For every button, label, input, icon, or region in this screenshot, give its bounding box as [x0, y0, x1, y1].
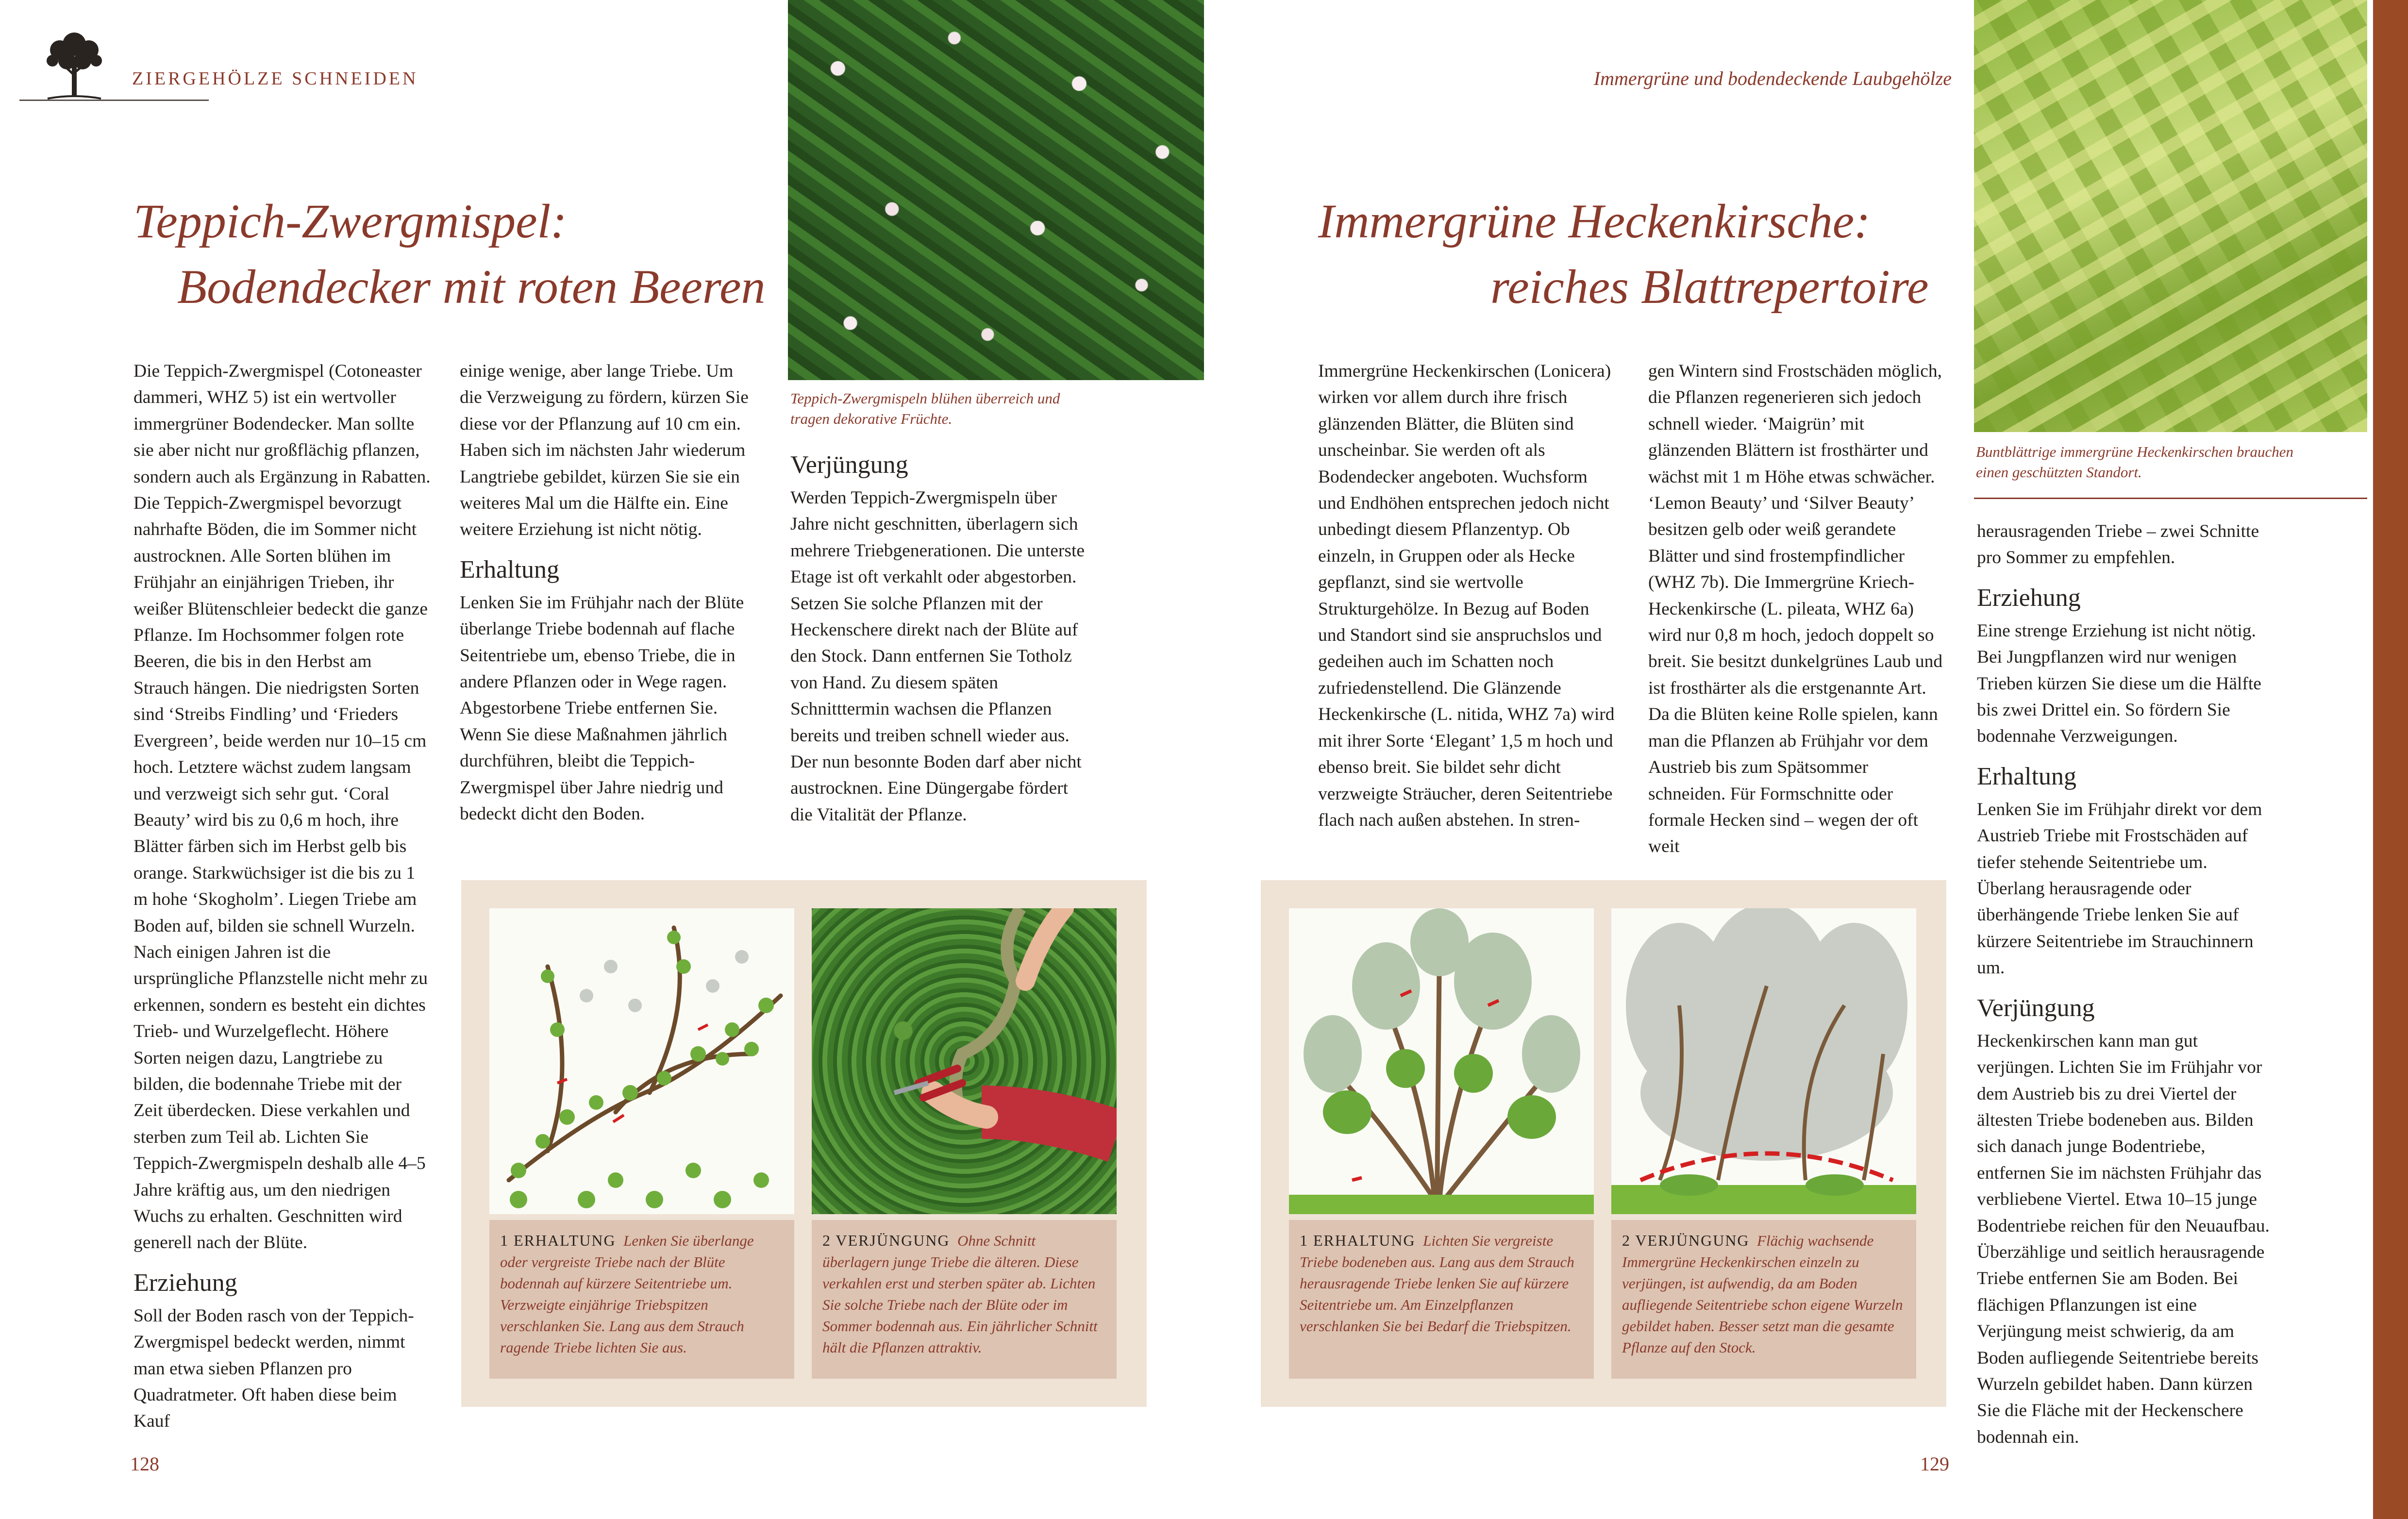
- caption-rule: [1974, 498, 2367, 499]
- intro-continued: gen Wintern sind Frostschäden möglich, die Pflanzen regenerieren sich jedoch schnell wieder. ‘Maigrün’ mit glänzenden Blättern ist frosthärter und wächst mit 1 m Höhe etwas schwächer. ‘Lemon Beauty’ und ‘Silver Beauty’ besitzen gelb oder weiß gerandete Blätter und sind frostempfindlicher (WHZ 7b). Die Immergrüne Kriech-Heckenkirsche (L. pileata, WHZ 6a) wird nur 0,8 m hoch, jedoch doppelt so breit. Sie besitzt dunkelgrünes Laub und ist frosthärter als die erstgenannte Art. Da die Blüten keine Rolle spielen, kann man die Pflanzen ab Frühjahr vor dem Austrieb bis zum Spätsommer schneiden. Für Formschnitte oder formale Hecken sind – wegen der oft weit: [1648, 361, 1943, 857]
- erhaltung-paragraph: Lenken Sie im Frühjahr nach der Blüte überlange Triebe bodennah auf flache Seitentriebe um, ebenso Triebe, die in andere Pflanzen oder in Wege ragen. Abgestorbene Triebe entfernen Sie. Wenn Sie diese Maßnahmen jährlich durchführen, bleibt die Teppich-Zwergmispel über Jahre niedrig und bedeckt dicht den Boden.: [460, 592, 744, 824]
- intro-paragraph: Immergrüne Heckenkirschen (Lonicera) wirken vor allem durch ihre frisch glänzenden Blätter, die Blüten sind unscheinbar. Sie werden oft als Bodendecker angeboten. Wuchsform und Endhöhen entsprechen jedoch nicht unbedingt diesem Pflanzentyp. Ob einzeln, in Gruppen oder als Hecke gepflanzt, sind sie wertvolle Strukturgehölze. In Bezug auf Boden und Standort sind sie anspruchslos und gedeihen auch im Schatten noch zufriedenstellend. Die Glänzende Heckenkirsche (L. nitida, WHZ 7a) wird mit ihrer Sorte ‘Elegant’ 1,5 m hoch und ebenso breit. Sie bildet sehr dicht verzweigte Sträucher, deren Seitentriebe flach nach außen abstehen. In stren-: [1318, 361, 1615, 830]
- photo-caption: Teppich-Zwergmispeln blühen überreich und tragen dekorative Früchte.: [790, 390, 1060, 427]
- heading-erziehung: Erziehung: [1977, 584, 2081, 612]
- intro-paragraph: Die Teppich-Zwergmispel (Cotoneaster dammeri, WHZ 5) ist ein wertvoller immergrüner Bodendecker. Man sollte sie aber nicht nur großflächig pflanzen, sondern auch als Ergänzung in Rabatten. Die Teppich-Zwergmispel bevorzugt nahrhafte Böden, die im Sommer nicht austrocknen. Alle Sorten blühen im Frühjahr an einjährigen Trieben, ihr weißer Blütenschleier bedeckt die ganze Pflanze. Im Hochsommer folgen rote Beeren, die bis in den Herbst am Strauch hängen. Die niedrigsten Sorten sind ‘Streibs Findling’ und ‘Frieders Evergreen’, beide werden nur 10–15 cm hoch. Letztere wächst zudem langsam und verzweigt sich sehr gut. ‘Coral Beauty’ wird bis zu 0,6 m hoch, ihre Blätter färben sich im Herbst gelb bis orange. Starkwüchsiger ist die bis zu 1 m hohe ‘Skogholm’. Liegen Triebe am Boden auf, bilden sie schnell Wurzeln. Nach einigen Jahren ist die ursprüngliche Pflanzstelle nicht mehr zu erkennen, sondern es besteht ein dichtes Trieb- und Wurzelgeflecht. Höhere Sorten neigen dazu, Langtriebe zu bilden, die bodennahe Triebe mit der Zeit überdecken. Diese verkahlen und sterben zum Teil ab. Lichten Sie Teppich-Zwergmispeln deshalb alle 4–5 Jahre kräftig aus, um den niedrigen Wuchs zu erhalten. Geschnitten wird generell nach der Blüte.: [134, 361, 431, 1253]
- heading-verjuengung: Verjüngung: [1977, 994, 2095, 1022]
- verjuengung-paragraph: Werden Teppich-Zwergmispeln über Jahre nicht geschnitten, überlagern sich mehrere Triebgenerationen. Die unterste Etage ist oft verkahlt oder abgestorben. Setzen Sie solche Pflanzen mit der Heckenschere direkt nach der Blüte auf den Stock. Dann entfernen Sie Totholz von Hand. Zu diesem späten Schnitttermin wachsen die Pflanzen bereits und treiben schnell wieder aus. Der nun besonnte Boden darf aber nicht austrocknen. Eine Düngergabe fördert die Vitalität der Pflanze.: [790, 488, 1085, 825]
- caption-1-text: Lichten Sie vergreiste Triebe bodeneben aus. Lang aus dem Strauch herausragende Triebe lenken Sie auf kürzere Seitentriebe um. Am Einzelpflanzen verschlanken Sie bei Bedarf die Triebspitzen.: [1300, 1232, 1574, 1335]
- cotoneaster-photo: [788, 0, 1204, 380]
- photo-verjuengung: [812, 908, 1117, 1214]
- illustration-erhaltung: [1289, 908, 1594, 1214]
- erziehung-paragraph: Eine strenge Erziehung ist nicht nötig. Bei Jungpflanzen wird nur wenigen Trieben kürzen Sie diese um die Hälfte bis zwei Drittel ein. So fördern Sie bodennahe Verzweigungen.: [1977, 620, 2261, 747]
- tree-icon: [38, 27, 111, 104]
- right-col-2: [1648, 358, 1947, 860]
- left-col-2: [460, 358, 758, 828]
- caption-box-2: [1611, 1220, 1916, 1379]
- intro-end: herausragenden Triebe – zwei Schnitte pro Sommer zu empfehlen.: [1977, 521, 2259, 568]
- caption-1-label: 1 ERHALTUNG: [1300, 1232, 1416, 1249]
- caption-1-text: Lenken Sie überlange oder vergreiste Triebe nach der Blüte bodennah auf kürzere Seitentriebe um. Verzweigte einjährige Triebspitzen verschlanken Sie. Lang aus dem Strauch ragende Triebe lichten Sie aus.: [500, 1232, 754, 1356]
- erziehung-continued: einige wenige, aber lange Triebe. Um die Verzweigung zu fördern, kürzen Sie diese vor der Pflanzung auf 10 cm ein. Haben sich im nächsten Jahr wiederum Langtriebe gebildet, kürzen Sie sie ein weiteres Mal um die Hälfte ein. Eine weitere Erziehung ist nicht nötig.: [460, 361, 749, 540]
- caption-box-1: [489, 1220, 794, 1379]
- right-page: [1204, 0, 2408, 1519]
- illustration-box: [461, 880, 1147, 1407]
- caption-2-label: 2 VERJÜNGUNG: [822, 1232, 950, 1249]
- pruning-hands-icon: [812, 908, 1117, 1214]
- left-col-1: [134, 358, 431, 1435]
- illustration-verjuengung: [1611, 908, 1916, 1214]
- caption-2-label: 2 VERJÜNGUNG: [1622, 1232, 1750, 1249]
- left-col-3: [790, 449, 1089, 828]
- lonicera-photo: [1974, 0, 2367, 432]
- caption-box-2: [812, 1220, 1117, 1379]
- verjuengung-paragraph: Heckenkirschen kann man gut verjüngen. Lichten Sie im Frühjahr vor dem Austrieb bis zu drei Viertel der ältesten Triebe bodeneben aus. Bilden sich danach junge Bodentriebe, entfernen Sie im nächsten Frühjahr das verbliebene Viertel. Etwa 10–15 junge Bodentriebe reichen für den Neuaufbau. Überzählige und seitlich herausragende Triebe entfernen Sie am Boden. Bei flächigen Pflanzungen ist eine Verjüngung meist schwierig, da am Boden aufliegende Seitentriebe bereits Wurzeln gebildet haben. Dann kürzen Sie die Fläche mit der Heckenschere bodennah ein.: [1977, 1031, 2270, 1447]
- erziehung-paragraph: Soll der Boden rasch von der Teppich-Zwergmispel bedeckt werden, nimmt man etwa sieben Pflanzen pro Quadratmeter. Oft haben diese beim Kauf: [134, 1305, 414, 1432]
- header-rule: [19, 100, 209, 101]
- heading-erhaltung: Erhaltung: [1977, 762, 2077, 790]
- illustration-box: [1261, 880, 1946, 1407]
- right-col-1: [1318, 358, 1617, 834]
- article-title-line1: Immergrüne Heckenkirsche:: [1318, 194, 1871, 248]
- article-title-line1: Teppich-Zwergmispel:: [134, 194, 567, 248]
- article-title-line2: Bodendecker mit roten Beeren: [177, 260, 766, 314]
- article-title-line2: reiches Blattrepertoire: [1490, 260, 1929, 314]
- caption-1: [1289, 1220, 1594, 1347]
- page-number-left: 128: [130, 1453, 159, 1475]
- photo-caption: Buntblättrige immergrüne Heckenkirschen brauchen einen geschützten Standort.: [1976, 443, 2293, 481]
- caption-2: [1611, 1220, 1916, 1368]
- illustration-erhaltung: [489, 908, 794, 1214]
- caption-box-1: [1289, 1220, 1594, 1379]
- heading-erziehung: Erziehung: [134, 1269, 237, 1297]
- caption-1: [489, 1220, 794, 1368]
- caption-2-text: Ohne Schnitt überlagern junge Triebe die älteren. Diese verkahlen erst und sterben später ab. Lichten Sie solche Triebe nach der Blüte oder im Sommer bodennah aus. Ein jährlicher Schnitt hält die Pflanzen attraktiv.: [822, 1232, 1098, 1356]
- erhaltung-paragraph: Lenken Sie im Frühjahr direkt vor dem Austrieb Triebe mit Frostschäden auf tiefer stehende Seitentriebe um. Überlang herausragende oder überhängende Triebe lenken Sie auf kürzere Seitentriebe im Strauchinnern um.: [1977, 799, 2262, 978]
- heading-erhaltung: Erhaltung: [460, 555, 560, 584]
- caption-1-label: 1 ERHALTUNG: [500, 1232, 616, 1249]
- page-number-right: 129: [1920, 1453, 1949, 1475]
- caption-2: [812, 1220, 1117, 1368]
- edge-strip: [2373, 0, 2408, 1519]
- heading-verjuengung: Verjüngung: [790, 451, 908, 479]
- caption-2-text: Flächig wachsende Immergrüne Heckenkirschen einzeln zu verjüngen, ist aufwendig, da am Boden aufliegende Seitentriebe schon eigene Wurzeln gebildet haben. Besser setzt man die gesamte Pflanze auf den Stock.: [1622, 1232, 1903, 1356]
- right-col-3: [1977, 518, 2274, 1451]
- running-header-right: Immergrüne und bodendeckende Laubgehölze: [1593, 67, 1952, 89]
- running-header: ZIERGEHÖLZE SCHNEIDEN: [132, 68, 418, 89]
